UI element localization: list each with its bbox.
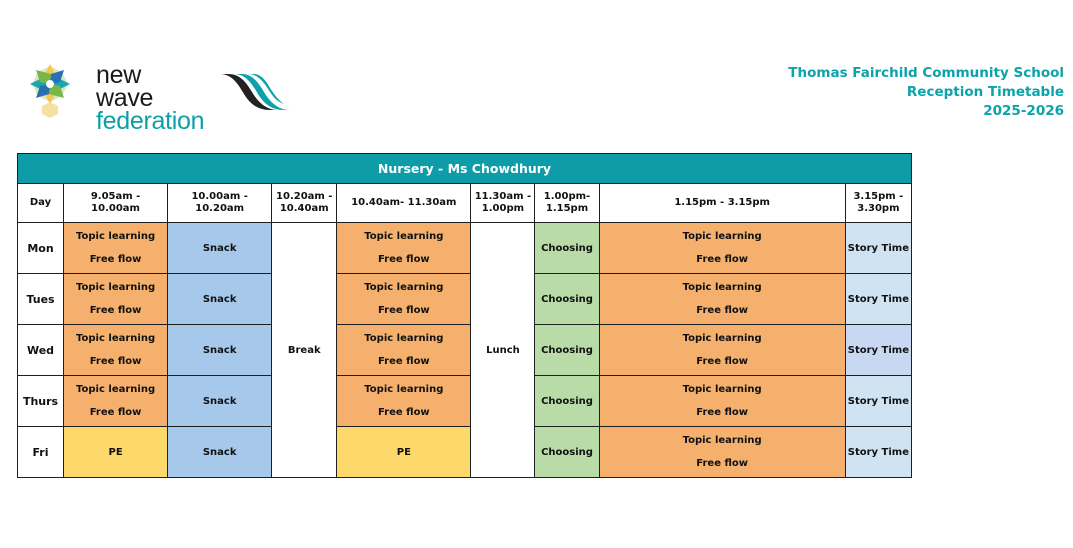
choosing-cell: Choosing	[535, 274, 599, 325]
header-slot: 3.15pm - 3.30pm	[845, 184, 911, 223]
header-slot: 11.30am - 1.00pm	[471, 184, 535, 223]
activity-cell: Topic learning Free flow	[599, 325, 845, 376]
table-row	[18, 376, 912, 427]
logo-text-line2: federation	[96, 107, 205, 135]
activity-cell: Topic learning Free flow	[64, 274, 168, 325]
day-cell: Mon	[18, 223, 64, 274]
table-row	[18, 274, 912, 325]
lunch-cell: Lunch	[471, 223, 535, 478]
story-cell: Story Time	[845, 223, 911, 274]
table-row	[18, 325, 912, 376]
activity-cell: Topic learning Free flow	[599, 427, 845, 478]
header-slot: 9.05am - 10.00am	[64, 184, 168, 223]
choosing-cell: Choosing	[535, 427, 599, 478]
activity-cell: Topic learning Free flow	[337, 274, 471, 325]
timetable	[17, 153, 912, 478]
story-cell: Story Time	[845, 274, 911, 325]
snack-cell: Snack	[168, 427, 272, 478]
timetable-title: Nursery - Ms Chowdhury	[18, 154, 912, 184]
header-slot: 10.00am - 10.20am	[168, 184, 272, 223]
snack-cell: Snack	[168, 325, 272, 376]
logo-text-line1: new wave	[96, 61, 154, 112]
day-cell: Wed	[18, 325, 64, 376]
table-row	[18, 427, 912, 478]
day-cell: Fri	[18, 427, 64, 478]
header-slot: 1.00pm- 1.15pm	[535, 184, 599, 223]
day-cell: Tues	[18, 274, 64, 325]
day-cell: Thurs	[18, 376, 64, 427]
activity-cell: Topic learning Free flow	[599, 223, 845, 274]
activity-cell: Topic learning Free flow	[337, 376, 471, 427]
story-cell: Story Time	[845, 376, 911, 427]
header-slot: 10.40am- 11.30am	[337, 184, 471, 223]
activity-cell: Topic learning Free flow	[599, 376, 845, 427]
header-slot: 1.15pm - 3.15pm	[599, 184, 845, 223]
pe-cell: PE	[337, 427, 471, 478]
activity-cell: Topic learning Free flow	[64, 376, 168, 427]
story-cell: Story Time	[845, 325, 911, 376]
snack-cell: Snack	[168, 376, 272, 427]
school-year: 2025-2026	[983, 103, 1064, 119]
story-cell: Story Time	[845, 427, 911, 478]
choosing-cell: Choosing	[535, 376, 599, 427]
activity-cell: Topic learning Free flow	[64, 223, 168, 274]
activity-cell: Topic learning Free flow	[64, 325, 168, 376]
school-name: Thomas Fairchild Community School	[788, 65, 1064, 81]
activity-cell: Topic learning Free flow	[599, 274, 845, 325]
timetable-subtitle: Reception Timetable	[906, 84, 1064, 100]
flower-logo-icon	[22, 58, 78, 128]
snack-cell: Snack	[168, 274, 272, 325]
pe-cell: PE	[64, 427, 168, 478]
school-header	[788, 64, 1064, 121]
header-slot: 10.20am - 10.40am	[272, 184, 337, 223]
snack-cell: Snack	[168, 223, 272, 274]
activity-cell: Topic learning Free flow	[337, 223, 471, 274]
table-row	[18, 223, 912, 274]
break-cell: Break	[272, 223, 337, 478]
activity-cell: Topic learning Free flow	[337, 325, 471, 376]
header-day: Day	[18, 184, 64, 223]
waves-icon	[218, 70, 290, 112]
choosing-cell: Choosing	[535, 325, 599, 376]
choosing-cell: Choosing	[535, 223, 599, 274]
